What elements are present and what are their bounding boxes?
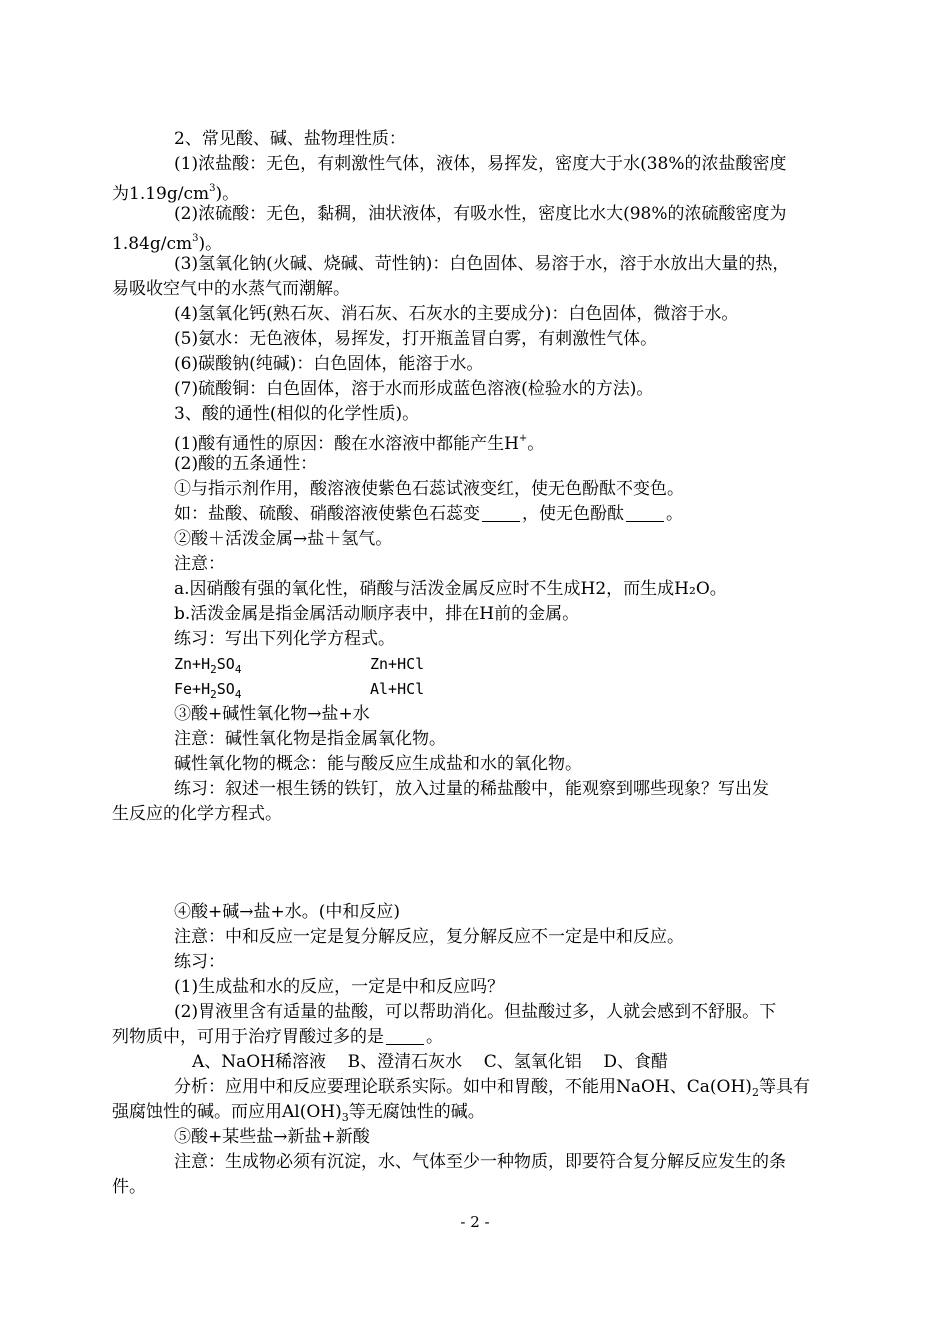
naoh-line-2: 易吸收空气中的水蒸气而潮解。 (112, 279, 350, 299)
note-label: 注意： (174, 554, 225, 574)
note-a-line: a.因硝酸有强的氧化性，硝酸与活泼金属反应时不生成H2，而生成H₂O。 (174, 579, 727, 599)
hcl-line-2: 为$1.19g/cm^3$)。 (112, 183, 240, 204)
property-5-note-1: 注意：生成物必须有沉淀，水、气体至少一种物质，即要符合复分解反应发生的条 (174, 1152, 786, 1172)
ammonia-line: (5)氨水：无色液体，易挥发，打开瓶盖冒白雾，有刺激性气体。 (174, 329, 658, 349)
property-2-line: ②酸＋活泼金属→盐＋氢气。 (174, 529, 393, 549)
cuso4-line: (7)硫酸铜：白色固体，溶于水而形成蓝色溶液(检验水的方法)。 (174, 379, 654, 399)
h2so4-line-2: $1.84g/cm^3$)。 (112, 233, 223, 254)
equation-al-hcl: Al+HCl (370, 680, 425, 698)
property-3-line: ③酸+碱性氧化物→盐+水 (174, 704, 370, 724)
answer-blank (386, 1028, 424, 1045)
practice-equations-line: 练习：写出下列化学方程式。 (174, 629, 395, 649)
question-2-line-1: (2)胃液里含有适量的盐酸，可以帮助消化。但盐酸过多，人就会感到不舒服。下 (174, 1002, 777, 1022)
acid-reason-line: (1)酸有通性的原因：酸在水溶液中都能产生H+。 (174, 433, 545, 454)
answer-options: A、NaOH稀溶液 B、澄清石灰水 C、氢氧化铝 D、食醋 (192, 1052, 669, 1072)
analysis-line-1: 分析：应用中和反应要理论联系实际。如中和胃酸，不能用NaOH、$Ca(OH)_2$等具有 (174, 1077, 810, 1099)
question-1: (1)生成盐和水的反应，一定是中和反应吗？ (174, 977, 505, 997)
naoh-line-1: (3)氢氧化钠(火碱、烧碱、苛性钠)：白色固体、易溶于水，溶于水放出大量的热， (174, 254, 790, 274)
property-3-note: 注意：碱性氧化物是指金属氧化物。 (174, 729, 446, 749)
equation-fe-h2so4: $Fe+H_2SO_4$ (174, 680, 242, 701)
property-4-line: ④酸+碱→盐+水。(中和反应) (174, 902, 400, 922)
h2so4-line-1: (2)浓硫酸：无色，黏稠，油状液体，有吸水性，密度比水大(98%的浓硫酸密度为 (174, 204, 787, 224)
equation-zn-hcl: Zn+HCl (370, 655, 425, 673)
practice-label: 练习： (174, 952, 225, 972)
hcl-line-1: (1)浓盐酸：无色，有刺激性气体，液体，易挥发，密度大于水(38%的浓盐酸密度 (174, 154, 787, 174)
note-b-line: b.活泼金属是指金属活动顺序表中，排在H前的金属。 (174, 604, 580, 624)
section-2-title: 2、常见酸、碱、盐物理性质： (174, 129, 406, 149)
property-5-note-2: 件。 (112, 1177, 146, 1197)
property-5-line: ⑤酸+某些盐→新盐+新酸 (174, 1127, 370, 1147)
page-number: - 2 - (460, 1213, 490, 1231)
rusty-nail-practice-2: 生反应的化学方程式。 (112, 804, 282, 824)
property-1-example: 如：盐酸、硫酸、硝酸溶液使紫色石蕊变 ，使无色酚酞 。 (174, 504, 683, 524)
analysis-line-2: 强腐蚀性的碱。而应用$Al(OH)_3$等无腐蚀性的碱。 (112, 1102, 485, 1124)
five-properties-line: (2)酸的五条通性： (174, 454, 318, 474)
basic-oxide-concept: 碱性氧化物的概念：能与酸反应生成盐和水的氧化物。 (174, 754, 582, 774)
question-2-line-2: 列物质中，可用于治疗胃酸过多的是 。 (112, 1027, 443, 1047)
answer-blank (626, 505, 664, 522)
caoh-line: (4)氢氧化钙(熟石灰、消石灰、石灰水的主要成分)：白色固体，微溶于水。 (174, 304, 739, 324)
na2co3-line: (6)碳酸钠(纯碱)：白色固体，能溶于水。 (174, 354, 484, 374)
rusty-nail-practice-1: 练习：叙述一根生锈的铁钉，放入过量的稀盐酸中，能观察到哪些现象？写出发 (174, 779, 769, 799)
answer-blank (482, 505, 520, 522)
property-1-line: ①与指示剂作用，酸溶液使紫色石蕊试液变红，使无色酚酞不变色。 (174, 479, 684, 499)
property-4-note: 注意：中和反应一定是复分解反应，复分解反应不一定是中和反应。 (174, 927, 684, 947)
section-3-title: 3、酸的通性(相似的化学性质)。 (174, 404, 420, 424)
equation-zn-h2so4: $Zn+H_2SO_4$ (174, 655, 242, 676)
